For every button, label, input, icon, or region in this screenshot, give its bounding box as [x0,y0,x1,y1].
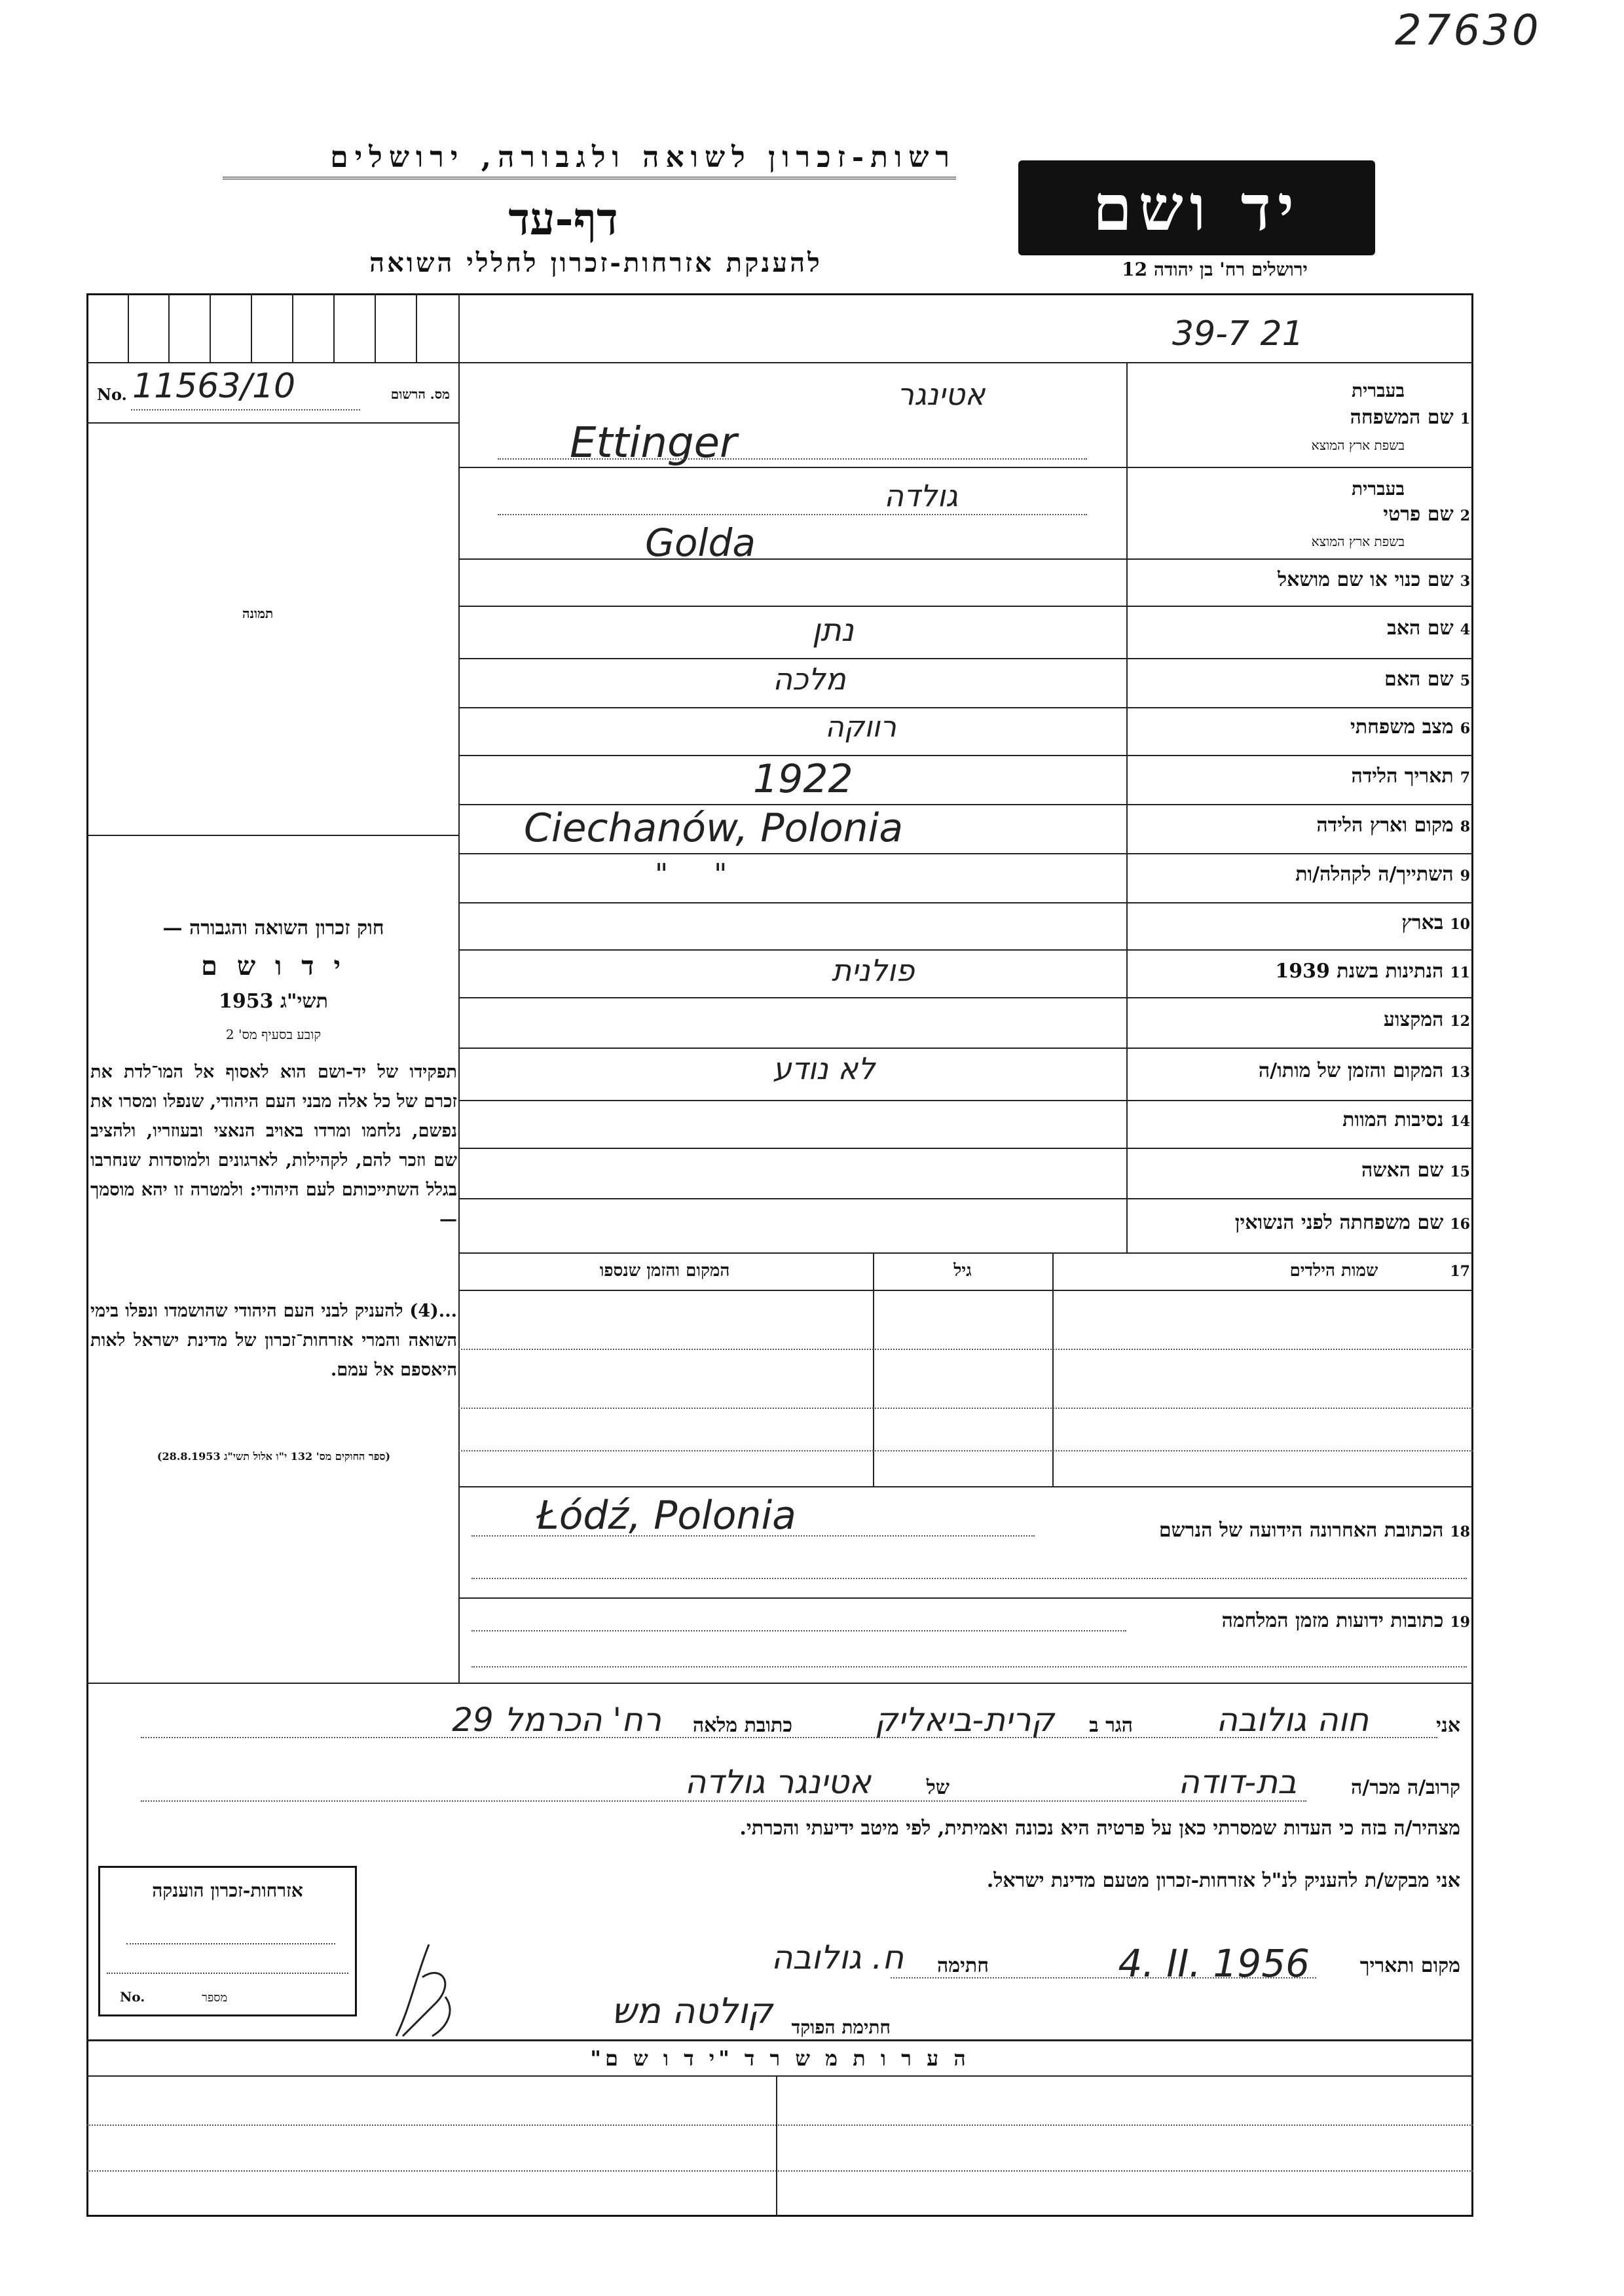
field-1-latin-value: Ettinger [570,419,737,467]
document-subtitle: להענקת אזרחות-זכרון לחללי השואה [369,247,822,278]
photo-label: תמונה [242,606,274,621]
officer-signature-label: חתימת הפוקד [791,2016,891,2038]
signature-value: ח. גולובה [771,1939,904,1977]
yad-vashem-logo [1018,160,1375,255]
field-1-sub-origin: בשפת ארץ המוצא [1311,437,1405,453]
field-15-label: 15שם האשה [1361,1159,1470,1182]
declaration-line-3: מצהיר/ה בזה כי העדות שמסרתי כאן על פרטיה היא נכונה ואמיתית, לפי מיטב ידיעתי והכרתי. [739,1817,1460,1840]
registration-row [92,367,455,419]
law-source: (ספר החוקים מס' 132 י"ו אלול תשי"ג 28.8.1953) [157,1450,391,1463]
decl-resides-label: הגר ב [1089,1714,1133,1737]
field-16-label: 16שם משפחתה לפני הנשואין [1234,1211,1470,1234]
archive-number: 27630 [1395,7,1541,55]
address-line: ירושלים רח' בן יהודה 12 [1122,259,1308,280]
place-date-value: 4. II. 1956 [1118,1941,1310,1986]
registration-number: 11563/10 [132,367,296,406]
award-stamp-title: אזרחות-זכרון הוענקה [152,1880,303,1901]
decl-of-label: של [926,1776,950,1799]
authority-line: רשות-זכרון לשואה ולגבורה, ירושלים [223,141,956,179]
field-6-label: 6מצב משפחתי [1350,716,1470,738]
registration-label: מס. הרשום [390,386,450,402]
decl-city-value: קרית-ביאליק [874,1701,1054,1739]
field-2-hebrew-value: גולדה [884,478,958,513]
top-code: 39-7 21 [1172,314,1304,354]
decl-street-value: רח' הכרמל 29 [452,1701,661,1739]
children-col-age: גיל [953,1261,972,1281]
field-10-label: 10בארץ [1401,911,1470,934]
document-title: דף-עד [508,193,618,246]
declaration-line-4: אני מבקש/ת להעניק לנ"ל אזרחות-זכרון מטעם מדינת ישראל. [986,1869,1460,1892]
field-11-label: 11הנתינות בשנת 1939 [1275,960,1470,983]
field-5-label: 5שם האם [1384,668,1470,691]
field-6-value: רווקה [825,710,896,744]
logo-text: יד ושם [1092,171,1301,245]
award-stamp-number-label: מספר [202,1991,228,2005]
field-2-sub-origin: בשפת ארץ המוצא [1311,534,1405,549]
registration-prefix: No. [97,385,127,404]
law-year: תשי"ג 1953 [219,990,328,1013]
award-stamp-number-prefix: No. [120,1989,145,2005]
children-col-place: המקום והזמן שנספו [599,1261,730,1281]
place-date-label: מקום ותאריך [1359,1954,1460,1977]
field-11-value: פולנית [832,953,915,988]
law-name: י ד ו ש ם [201,951,346,981]
field-9-value: " " [655,858,728,891]
field-1-sub-hebrew: בעברית [1351,380,1405,401]
field-2-label: 2שם פרטי [1383,503,1470,526]
field-12-label: 12המקצוע [1383,1008,1470,1031]
decl-relation-value: בת-דודה [1178,1763,1297,1801]
field-2-latin-value: Golda [645,520,756,565]
field-8-value: Ciechanów, Polonia [524,805,904,851]
field-7-label: 7תאריך הלידה [1351,765,1470,788]
law-heading: חוק זכרון השואה והגבורה — [162,917,384,939]
field-4-value: נתן [812,612,854,649]
field-7-value: 1922 [753,756,853,802]
decl-of-name-value: אטינגר גולדה [684,1763,871,1801]
field-14-label: 14נסיבות המוות [1342,1108,1470,1131]
law-clause: קובע בסעיף מס' 2 [225,1027,322,1042]
field-13-value: לא נודע [773,1051,876,1086]
field-18-label: 18הכתובת האחרונה הידועה של הנרשם [1158,1519,1470,1542]
field-13-label: 13המקום והזמן של מותו/ה [1258,1059,1470,1082]
declaration-line-2 [98,1763,1460,1804]
decl-name-value: חוה גולובה [1216,1701,1369,1739]
decl-relative-label: קרוב/ה מכר/ה [1351,1776,1460,1799]
field-19-label: 19כתובות ידועות מזמן המלחמה [1221,1609,1470,1632]
officer-signature-value: קולטה מש [611,1990,773,2032]
field-1-hebrew-value: אטינגר [897,376,986,412]
decl-ani-label: אני [1436,1714,1460,1737]
field-4-label: 4שם האב [1387,617,1470,640]
award-stamp-box [98,1866,357,2016]
field-18-value: Łódź, Polonia [537,1493,796,1539]
children-col-names: 17שמות הילדים [1289,1261,1470,1281]
field-8-label: 8מקום וארץ הלידה [1316,814,1470,837]
remarks-heading: ה ע ר ו ת מ ש ר ד "י ד ו ש ם" [590,2046,970,2071]
law-text-2: ...(4) להעניק לבני העם היהודי שהושמדו ונפלו בימי השואה והמרי אזרחות־זכרון של מדינת ישראל לאות היאספם אל עמם. [90,1301,457,1380]
field-9-label: 9השתייך/ה לקהלה/ות [1295,863,1470,886]
law-text-1: תפקידו של יד-ושם הוא לאסוף אל המו־לדת את זכרם של כל אלה מבני העם היהודי, שנפלו ומסרו את נפשם, נלחמו ומרדו באויב הנאצי ובעוזריו, ולהציב שם וזכר להם, לקהילות, לארגונים ולמוסדות שנחרבו בגלל השתייכותם לעם היהודי: ולמטרה זו יהא מוסמך — [90,1062,457,1230]
decl-full-address-label: כתובת מלאה [692,1714,792,1737]
field-3-label: 3שם כנוי או שם מושאל [1278,568,1470,591]
declaration-line-5 [753,1939,1460,1987]
field-2-sub-hebrew: בעברית [1351,478,1405,500]
field-5-value: מלכה [773,661,846,697]
signature-label: חתימה [937,1954,989,1977]
officer-signature-scribble [383,1938,475,2045]
field-1-label: 1שם המשפחה [1350,406,1470,429]
